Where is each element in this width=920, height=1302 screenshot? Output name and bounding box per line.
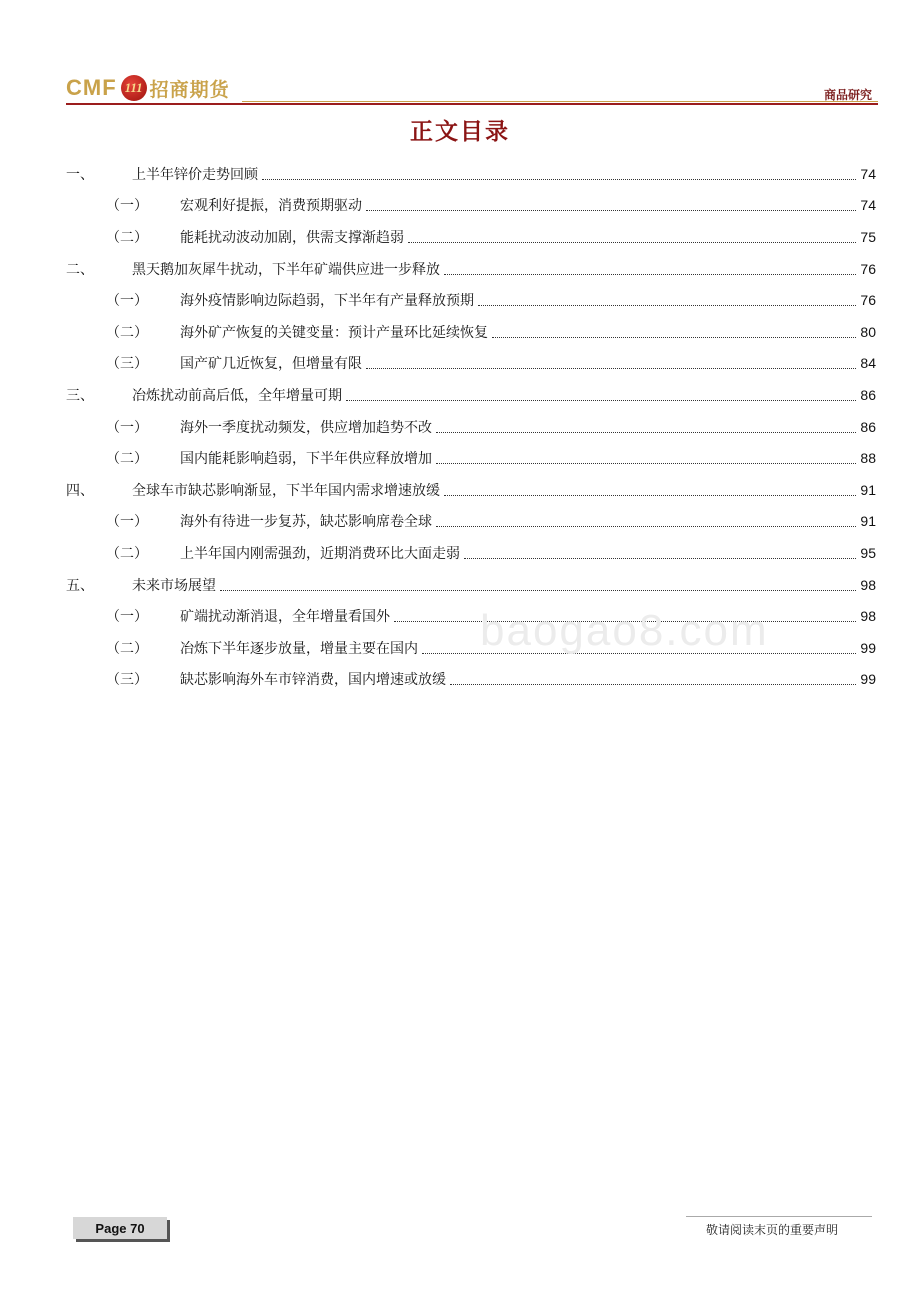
toc-entry-page: 98	[860, 608, 876, 625]
toc-entry[interactable]	[66, 253, 876, 285]
toc-dot-leader	[436, 462, 856, 464]
header-divider	[66, 103, 878, 105]
toc-entry-title: 能耗扰动波动加剧，供需支撑渐趋弱	[180, 229, 404, 246]
toc-entry-page: 76	[860, 292, 876, 309]
toc-entry-page: 84	[860, 355, 876, 372]
toc-entry-number: 三、	[66, 387, 94, 404]
toc-entry-title: 宏观利好提振，消费预期驱动	[180, 198, 362, 215]
toc-entry-number: （二）	[106, 640, 148, 657]
toc-entry-page: 86	[860, 386, 876, 403]
toc-dot-leader	[346, 399, 856, 401]
toc-dot-leader	[478, 304, 856, 306]
logo-emblem-icon: 111	[121, 75, 147, 101]
toc-entry-number: （一）	[106, 198, 148, 215]
table-of-contents	[66, 158, 876, 695]
toc-dot-leader	[366, 367, 856, 369]
toc-dot-leader	[492, 336, 856, 338]
toc-entry[interactable]	[66, 190, 876, 222]
toc-dot-leader	[262, 178, 856, 180]
toc-entry-number: （二）	[106, 451, 148, 468]
toc-entry-number: （一）	[106, 293, 148, 310]
toc-dot-leader	[444, 273, 856, 275]
toc-entry-number: （二）	[106, 229, 148, 246]
toc-entry-title: 未来市场展望	[132, 577, 216, 594]
toc-entry-title: 上半年锌价走势回顾	[132, 166, 258, 183]
page-title: 正文目录	[410, 119, 510, 145]
toc-entry-page: 99	[860, 639, 876, 656]
toc-dot-leader	[408, 241, 856, 243]
toc-entry-title: 海外疫情影响边际趋弱，下半年有产量释放预期	[180, 293, 474, 310]
toc-dot-leader	[220, 589, 856, 591]
toc-entry-page: 98	[860, 576, 876, 593]
footer-divider	[686, 1216, 872, 1217]
toc-entry-title: 冶炼下半年逐步放量，增量主要在国内	[180, 640, 418, 657]
toc-entry-number: 一、	[66, 166, 94, 183]
toc-entry-page: 74	[860, 197, 876, 214]
toc-entry[interactable]	[66, 442, 876, 474]
toc-entry-number: （三）	[106, 356, 148, 373]
header-gold-rule	[242, 101, 878, 102]
toc-entry-page: 75	[860, 228, 876, 245]
toc-dot-leader	[436, 525, 856, 527]
cmf-logo	[66, 72, 230, 104]
toc-entry-title: 上半年国内刚需强劲，近期消费环比大面走弱	[180, 545, 460, 562]
disclaimer-note: 敬请阅读末页的重要声明	[706, 1223, 839, 1237]
page-number-badge: Page 70	[73, 1217, 167, 1239]
toc-entry-number: 二、	[66, 261, 94, 278]
toc-entry-number: 四、	[66, 482, 94, 499]
toc-entry-page: 91	[860, 513, 876, 530]
toc-entry-title: 国产矿几近恢复，但增量有限	[180, 356, 362, 373]
toc-entry-title: 冶炼扰动前高后低，全年增量可期	[132, 387, 342, 404]
toc-entry[interactable]	[66, 664, 876, 696]
toc-dot-leader	[450, 683, 856, 685]
toc-dot-leader	[366, 209, 856, 211]
toc-dot-leader	[436, 431, 856, 433]
toc-entry-number: （一）	[106, 419, 148, 436]
toc-entry-title: 黑天鹅加灰犀牛扰动，下半年矿端供应进一步释放	[132, 261, 440, 278]
toc-entry-number: （二）	[106, 545, 148, 562]
toc-dot-leader	[394, 620, 856, 622]
section-label: 商品研究	[823, 88, 872, 102]
watermark: baogao8.com	[480, 606, 769, 655]
toc-entry-page: 99	[860, 671, 876, 688]
toc-entry[interactable]	[66, 537, 876, 569]
toc-entry-page: 76	[860, 260, 876, 277]
toc-entry[interactable]	[66, 379, 876, 411]
toc-entry-title: 国内能耗影响趋弱，下半年供应释放增加	[180, 451, 432, 468]
toc-entry-title: 矿端扰动渐消退，全年增量看国外	[180, 609, 390, 626]
toc-entry[interactable]	[66, 474, 876, 506]
page-header	[66, 72, 878, 106]
toc-entry-page: 86	[860, 418, 876, 435]
toc-entry-title: 全球车市缺芯影响渐显，下半年国内需求增速放缓	[132, 482, 440, 499]
toc-entry[interactable]	[66, 221, 876, 253]
toc-entry[interactable]	[66, 348, 876, 380]
toc-entry[interactable]	[66, 316, 876, 348]
toc-entry-number: （三）	[106, 672, 148, 689]
toc-entry-page: 74	[860, 165, 876, 182]
toc-entry[interactable]	[66, 569, 876, 601]
toc-entry[interactable]	[66, 632, 876, 664]
toc-entry-number: （一）	[106, 514, 148, 531]
toc-entry-number: 五、	[66, 577, 94, 594]
toc-dot-leader	[444, 494, 856, 496]
toc-entry-title: 海外一季度扰动频发，供应增加趋势不改	[180, 419, 432, 436]
toc-entry-title: 缺芯影响海外车市锌消费，国内增速或放缓	[180, 672, 446, 689]
toc-entry-page: 88	[860, 450, 876, 467]
toc-entry[interactable]	[66, 284, 876, 316]
toc-entry-title: 海外矿产恢复的关键变量：预计产量环比延续恢复	[180, 324, 488, 341]
logo-latin: CMF	[66, 75, 117, 100]
toc-entry-page: 95	[860, 544, 876, 561]
toc-entry[interactable]	[66, 411, 876, 443]
toc-dot-leader	[422, 652, 856, 654]
toc-entry[interactable]	[66, 158, 876, 190]
toc-dot-leader	[464, 557, 856, 559]
toc-entry-page: 91	[860, 481, 876, 498]
toc-entry-page: 80	[860, 323, 876, 340]
toc-entry[interactable]	[66, 506, 876, 538]
toc-entry[interactable]	[66, 600, 876, 632]
logo-chinese: 招商期货	[149, 78, 230, 101]
toc-entry-number: （一）	[106, 609, 148, 626]
toc-entry-title: 海外有待进一步复苏，缺芯影响席卷全球	[180, 514, 432, 531]
toc-entry-number: （二）	[106, 324, 148, 341]
